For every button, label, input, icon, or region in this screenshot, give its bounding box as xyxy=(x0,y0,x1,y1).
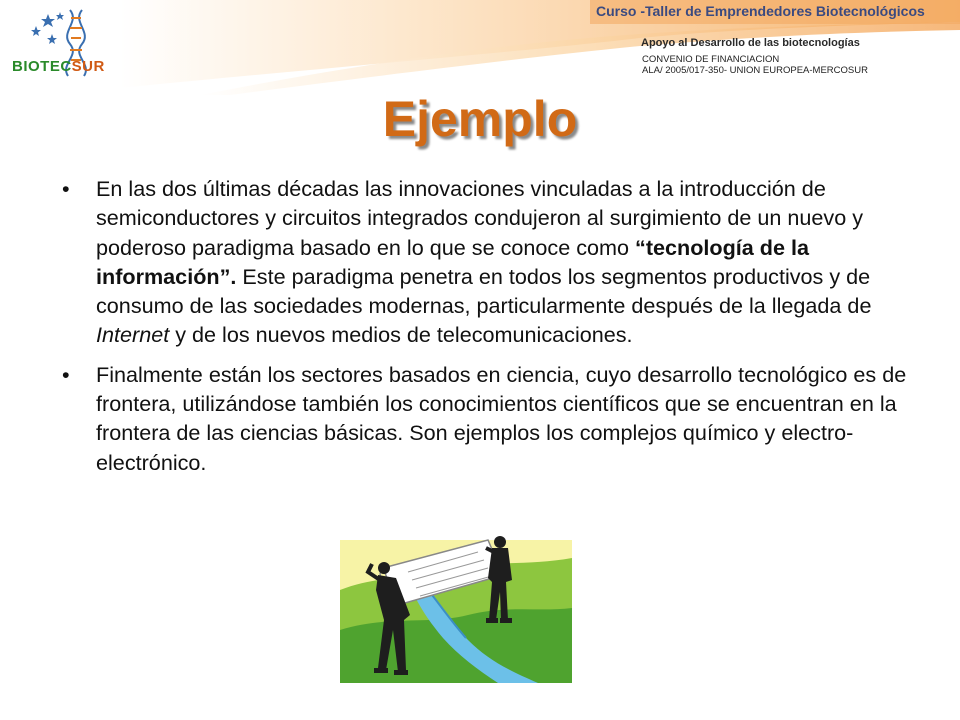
bullet-list xyxy=(62,174,922,487)
bullet-dot: • xyxy=(62,361,70,387)
bullet-item-2 xyxy=(62,360,922,477)
convenio-line-1: CONVENIO DE FINANCIACION xyxy=(642,54,780,65)
slide-header xyxy=(0,0,960,95)
bullet-2-text: Finalmente están los sectores basados en ciencia, cuyo desarrollo tecnológico es de frontera, utilizándose también los conocimientos científicos que se encuentran en la frontera de las ciencias básicas. Son ejemplos los complejos químico y electro-electrónico. xyxy=(96,361,907,475)
bullet-1-text: En las dos últimas décadas las innovaciones vinculadas a la introducción de semiconductores y circuitos integrados condujeron al surgimiento de un nuevo y poderoso paradigma basado en lo que se conoce como “tecnología de la información”. Este paradigma penetra en todos los segmentos productivos y de consumo de las sociedades modernas, particularmente después de la llegada de Internet y de los nuevos medios de telecomunicaciones. xyxy=(96,176,872,348)
businessmen-map-clipart-icon xyxy=(338,520,578,685)
slide-title: Ejemplo xyxy=(382,91,578,147)
course-title: Curso -Taller de Emprendedores Biotecnológicos xyxy=(596,3,925,19)
bullet-1-bold-term: “tecnología de la información”. xyxy=(96,234,809,289)
support-line: Apoyo al Desarrollo de las biotecnologías xyxy=(641,37,860,49)
bullet-item-1 xyxy=(62,174,922,350)
biotecsur-logo-text: BIOTECSUR xyxy=(12,58,105,75)
convenio-line-2: ALA/ 2005/017-350- UNION EUROPEA-MERCOSUR xyxy=(642,65,868,76)
bullet-dot: • xyxy=(62,176,70,201)
bullet-1-italic-term: Internet xyxy=(96,322,170,348)
convenio-block xyxy=(640,54,868,76)
